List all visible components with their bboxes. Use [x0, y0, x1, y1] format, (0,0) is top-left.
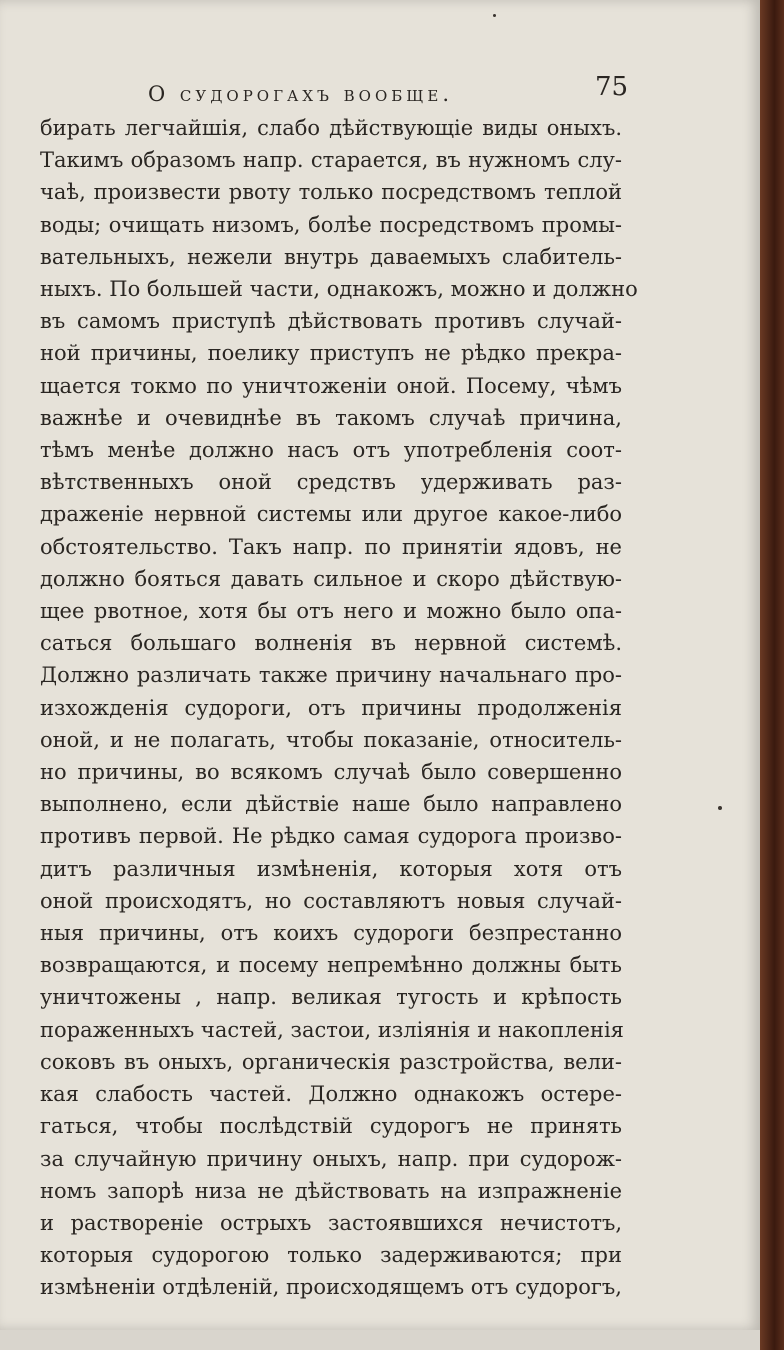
text-line: важнѣе и очевиднѣе въ такомъ случаѣ причина, — [40, 405, 622, 430]
text-line: оной, и не полагать, чтобы показаніе, относитель- — [40, 727, 622, 752]
text-line: Такимъ образомъ напр. старается, въ нужномъ слу- — [40, 148, 622, 173]
page-number: 75 — [595, 72, 629, 102]
text-line: вательныхъ, нежели внутрь даваемыхъ слабитель- — [40, 244, 622, 269]
text-line: обстоятельство. Такъ напр. по принятіи ядовъ, не — [40, 534, 622, 559]
text-line: измѣненіи отдѣленій, происходящемъ отъ судорогъ, — [40, 1275, 622, 1300]
text-line: тѣмъ менѣе должно насъ отъ употребленія соот- — [40, 438, 622, 463]
ink-speck — [718, 806, 722, 810]
text-line: соковъ въ оныхъ, органическія разстройства, вели- — [40, 1049, 622, 1074]
body-text — [40, 112, 638, 1304]
text-line: противъ первой. Не рѣдко самая судорога произво- — [40, 824, 622, 849]
text-line: за случайную причину оныхъ, напр. при судорож- — [40, 1146, 622, 1171]
text-line: изхожденія судороги, отъ причины продолженія — [40, 695, 622, 720]
text-line: щее рвотное, хотя бы отъ него и можно было опа- — [40, 599, 622, 624]
text-line: ныхъ. По большей части, однакожъ, можно и должно — [40, 277, 638, 302]
text-line: воды; очищать низомъ, болѣе посредствомъ промы- — [40, 212, 622, 237]
text-line: Должно различать также причину начальнаго про- — [40, 663, 622, 688]
text-line: выполнено, если дѣйствіе наше было направлено — [40, 792, 622, 817]
text-line: пораженныхъ частей, застои, изліянія и накопленія — [40, 1017, 624, 1042]
text-line: ной причины, поелику приступъ не рѣдко прекра- — [40, 341, 622, 366]
text-line: и раствореніе острыхъ застоявшихся нечистотъ, — [40, 1210, 622, 1235]
text-line: въ самомъ приступѣ дѣйствовать противъ случай- — [40, 309, 622, 334]
text-line: оной происходятъ, но составляютъ новыя случай- — [40, 888, 622, 913]
text-line: драженіе нервной системы или другое какое-либо — [40, 502, 622, 527]
text-line: саться большаго волненія въ нервной системѣ. — [40, 631, 622, 656]
book-spine — [760, 0, 784, 1350]
text-line: уничтожены , напр. великая тугость и крѣпость — [40, 985, 622, 1010]
text-line: дитъ различныя измѣненія, которыя хотя отъ — [40, 856, 622, 881]
text-line: гаться, чтобы послѣдствій судорогъ не принять — [40, 1114, 622, 1139]
text-line: кая слабость частей. Должно однакожъ остере- — [40, 1082, 622, 1107]
text-line: которыя судорогою только задерживаются; при — [40, 1243, 622, 1268]
running-title: О судорогахъ вообще. — [148, 82, 454, 106]
ink-speck — [493, 14, 496, 17]
text-line: бирать легчайшія, слабо дѣйствующіе виды оныхъ. — [40, 116, 622, 140]
text-line: вѣтственныхъ оной средствъ удерживать раз- — [40, 470, 622, 495]
page-bottom-edge — [0, 1330, 760, 1350]
text-line: возвращаются, и посему непремѣнно должны быть — [40, 953, 622, 978]
text-line: должно бояться давать сильное и скоро дѣйствую- — [40, 566, 622, 591]
text-line: чаѣ, произвести рвоту только посредствомъ теплой — [40, 180, 622, 205]
text-line: номъ запорѣ низа не дѣйствовать на изпражненіе — [40, 1178, 622, 1203]
text-line: но причины, во всякомъ случаѣ было совершенно — [40, 760, 622, 785]
text-line: ныя причины, отъ коихъ судороги безпрестанно — [40, 921, 622, 946]
text-line: щается токмо по уничтоженіи оной. Посему, чѣмъ — [40, 373, 622, 398]
